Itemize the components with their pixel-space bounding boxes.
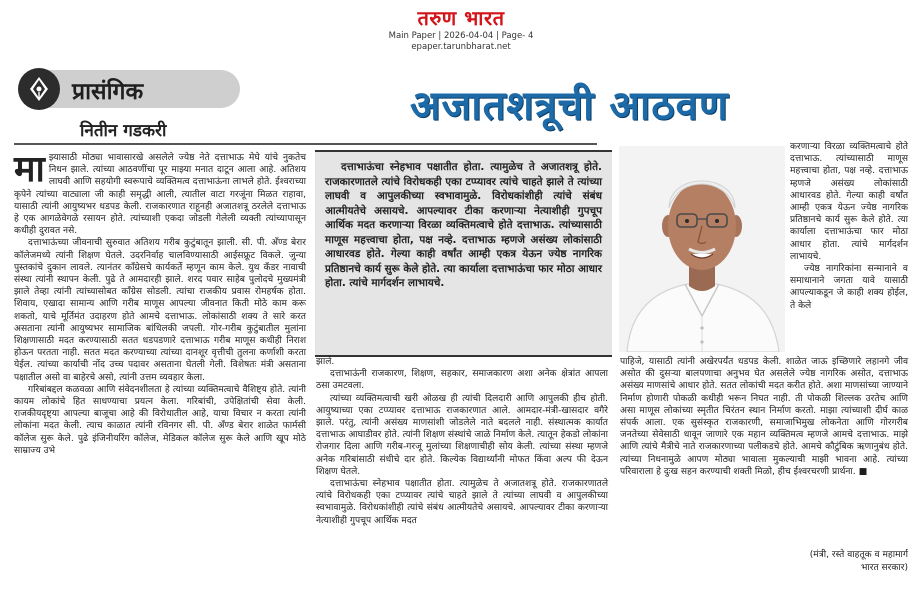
article-column-3-bottom <box>620 356 908 478</box>
headline: अजातशत्रूची आठवण <box>410 82 729 129</box>
paragraph: पाहिजे, यासाठी त्यांनी अखेरपर्यंत धडपड केली. शाळेत जाऊ इच्छिणारे लहानगे जीव असोत की दुसऱ्या बालपणाचा अनुभव घेत असलेले ज्येष्ठ नागरिक असोत, दत्ताभाऊ असंख्य माणसांचे आधार होते. सतत लोकांची मदत करीत होते. अशा माणसांच्या जाण्याने निर्माण होणारी पोकळी कधीही भरून निघत नाही. ती पोकळी शिल्लक उरतेच आणि असा माणूस लोकांच्या स्मृतीत चिरंतन स्थान निर्माण करतो. माझा त्यांच्याशी दीर्घ काळ संपर्क आला. एक सुसंस्कृत राजकारणी, समाजाभिमुख लोकनेता आणि गोरगरीब जनतेच्या सेवेसाठी धावून जाणारे एक महान व्यक्तिमत्व म्हणजे आमचे दत्ताभाऊ. माझे आणि त्यांचे मैत्रीचे नाते राजकारणाच्या पलीकडचे होते. आमचे कौटुंबिक ऋणानुबंध होते. त्यांच्या निधनामुळे आपण मोठ्या भावाला मुकल्याची माझी भावना आहे. त्यांच्या परिवाराला हे दुःख सहन करण्याची शक्ती मिळो, हीच ईश्वरचरणी प्रार्थना. <box>620 357 908 477</box>
author-credit <box>764 549 908 575</box>
kicker-label: प्रासंगिक <box>72 78 144 105</box>
divider <box>14 143 597 145</box>
author-credit-line: भारत सरकार) <box>860 563 908 573</box>
paragraph: दत्ताभाऊंनी राजकारण, शिक्षण, सहकार, समाजकारण अशा अनेक क्षेत्रांत आपला ठसा उमटवला. <box>316 369 608 392</box>
section-kicker <box>20 70 240 108</box>
end-mark-icon: ■ <box>858 466 868 477</box>
edition-meta: Main Paper | 2026-04-04 | Page- 4 <box>388 31 534 41</box>
paragraph: त्यांच्या व्यक्तिमत्वाची खरी ओळख ही त्यांची दिलदारी आणि आपुलकी हीच होती. आयुष्याच्या एका टप्प्यावर दत्ताभाऊ राजकारणात आले. आमदार-मंत्री-खासदार वगैरे झाले. परंतु, त्यांनी असंख्य माणसांशी जोडलेले नाते बदलले नाही. संस्थात्मक कार्यात दत्ताभाऊ आघाडीवर होते. त्यांनी शिक्षण संस्थांचे जाळे निर्माण केले. त्यातून हेकडो लोकांना रोजगार दिला आणि गरीब-गरजू मुलांच्या शिक्षणाचीही सोय केली. त्यांच्या संस्था म्हणजे अनेक गरिबांसाठी संधीचे दार होते. किल्येक विद्यार्थ्यांनी मोफत किंवा अल्प फी देऊन शिक्षण घेतले. <box>316 393 608 477</box>
pen-nib-icon <box>18 68 60 110</box>
pull-quote-box <box>315 150 612 357</box>
paragraph: गरिबांबद्दल कळवळा आणि संवेदनशीलता हे त्यांच्या व्यक्तिमत्वाचे वैशिष्ट्य होते. त्यांनी कायम लोकांचे हित साधण्याचा प्रयत्न केला. गरिबांची, उपेक्षितांची सेवा केली. राजकीयदृष्ट्या आपल्या बाजूचा आहे की विरोधातील आहे, याचा विचार न करता त्यांनी लोकांना मदत केली. त्याच काळात त्यांनी रविनगर सी. पी. अँण्ड बेरार शाळेत फार्मसी कॉलेज सुरू केले. पुढे इंजिनीयरिंग कॉलेज, मेडिकल कॉलेज सुरू केले आणि खूप मोठे साम्राज्य उभे <box>14 384 306 456</box>
newspaper-logo[interactable]: तरुण भारत <box>417 6 505 30</box>
paragraph: दत्ताभाऊंचा स्नेहभाव पक्षातीत होता. त्यामुळेच ते अजातशत्रू होते. राजकारणातले त्यांचे विरोधकही एका टप्प्यावर त्यांचे चाहते झाले ते त्यांच्या लाघवी व आपुलकीच्या स्वभावामुळे. विरोधकांशीही त्यांचे संबंध आत्मीयतेचे असायचे. आपल्यावर टीका करणाऱ्या नेत्याशीही गुपचूप आर्थिक मदत <box>316 479 608 526</box>
drop-cap: मा <box>14 148 45 190</box>
paragraph: दत्ताभाऊंच्या जीवनाची सुरुवात अतिशय गरीब कुटुंबातून झाली. सी. पी. अँण्ड बेरार कॉलेजमध्ये त्यांनी शिक्षण घेतले. उदरनिर्वाह चालविण्यासाठी आईसफ्रूट विकले. जुन्या पुस्तकांचे दुकान लावले. त्यानंतर काँग्रेसचे कार्यकर्ते म्हणून काम केले. युथ कँडर नावाची संस्था त्यांनी स्थापन केली. पुढे ते आमदारही झाले. शरद पवार साहेब पुलोदचे मुख्यमंत्री झाले तेव्हा त्यांनी त्यांच्यासोबत काँग्रेस सोडली. त्यांचा राजकीय प्रवास रोमहर्षक होता. शिवाय, एखादा सामान्य आणि गरीब माणूस आपल्या जीवनात किती मोठे काम करू शकतो, याचे मूर्तिमंत उदाहरण होते आमचे दत्ताभाऊ. लोकांसाठी शक्य ते सारे करत असताना त्यांनी आयुष्यभर सामाजिक बांधिलकी जपली. गोर-गरीब कुटुंबातील मुलांना शिक्षणासाठी मदत करण्यासाठी सतत धडपडणारे दत्ताभाऊ गरीब माणूस कधीही निराश होऊन परतता नाही. सतत मदत करण्याच्या त्यांच्या दानशूर वृत्तीची तुलना कर्णाशी करता येईल. त्यांच्या कार्याची नोंद उच्च पदावर असताना घेतली गेली. विशेषतः मंत्री असताना पक्षातील असो वा बाहेरचे असो, त्यांनी उत्तम व्यवहार केला. <box>14 238 306 383</box>
site-link[interactable]: epaper.tarunbharat.net <box>411 42 511 52</box>
portrait-photo <box>619 146 785 352</box>
paragraph: करणाऱ्या विरळा व्यक्तिमत्वाचे होते दत्ताभाऊ. त्यांच्यासाठी माणूस महत्त्वाचा होता, पक्ष नव्हे. दत्ताभाऊ म्हणजे असंख्य लोकांसाठी आधारवड होते. गेल्या काही वर्षांत आम्ही एकत्र येऊन ज्येष्ठ नागरिक प्रतिष्ठानचे कार्य सुरू केले होते. त्या कार्याला दत्ताभाऊंचा फार मोठा आधार होता. त्यांचे मार्गदर्शन लाभायचे. <box>790 142 908 262</box>
paragraph: झ्यासाठी मोठ्या भावासारखे असलेले ज्येष्ठ नेते दत्ताभाऊ मेघे यांचे नुकतेच निधन झाले. त्यांच्या आठवणींचा पूर माझ्या मनात दाटून आला आहे. अतिशय लाघवी आणि सहयोगी स्वरूपाचे व्यक्तिमत्व दत्ताभाऊंना लाभले होते. ईश्वराच्या कृपेने त्यांच्या वाट्याला जी काही समृद्धी आली, त्यातील वाटा गरजूंना मिळत राहावा, यासाठी त्यांनी आयुष्यभर धडपड केली. राजकारणात राहूनही अजातशत्रू ठरलेले दत्ताभाऊ हे एक आगळेवेगळे रसायन होते. त्यांच्याशी एकदा जोडली गेलेली व्यक्ती त्यांच्यापासून कधीही दुरावत नसे. <box>14 153 306 237</box>
article-column-1 <box>14 148 306 457</box>
pull-quote-text: दत्ताभाऊंचा स्नेहभाव पक्षातीत होता. त्यामुळेच ते अजातशत्रू होते. राजकारणातले त्यांचे विरोधकही एका टप्प्यावर त्यांचे चाहते झाले ते त्यांच्या लाघवी व आपुलकीच्या स्वभावामुळे. विरोधकांशीही त्यांचे संबंध आत्मीयतेचे असायचे. आपल्यावर टीका करणाऱ्या नेत्याशीही गुपचूप आर्थिक मदत करणाऱ्या विरळा व्यक्तिमत्वाचे होते दत्ताभाऊ. त्यांच्यासाठी माणूस महत्त्वाचा होता, पक्ष नव्हे. दत्ताभाऊ म्हणजे असंख्य लोकांसाठी आधारवड होते. गेल्या काही वर्षांत आम्ही एकत्र येऊन ज्येष्ठ नागरिक प्रतिष्ठानचे कार्य सुरू केले होते. त्या कार्याला दत्ताभाऊंचा फार मोठा आधार होता. त्यांचे मार्गदर्शन लाभायचे. <box>325 161 602 289</box>
masthead <box>0 4 922 53</box>
paragraph: ज्येष्ठ नागरिकांना सन्मानाने व समाधानाने जगता यावे यासाठी आपल्याकडून जे काही शक्य होईल, ते केले <box>790 264 908 311</box>
paragraph: झाले. <box>316 357 335 367</box>
author-name: नितीन गडकरी <box>80 121 167 141</box>
author-credit-line: (मंत्री, रस्ते वाहतूक व महामार्ग <box>809 550 908 560</box>
article-column-3-side <box>790 141 908 312</box>
article-column-2 <box>316 356 608 527</box>
